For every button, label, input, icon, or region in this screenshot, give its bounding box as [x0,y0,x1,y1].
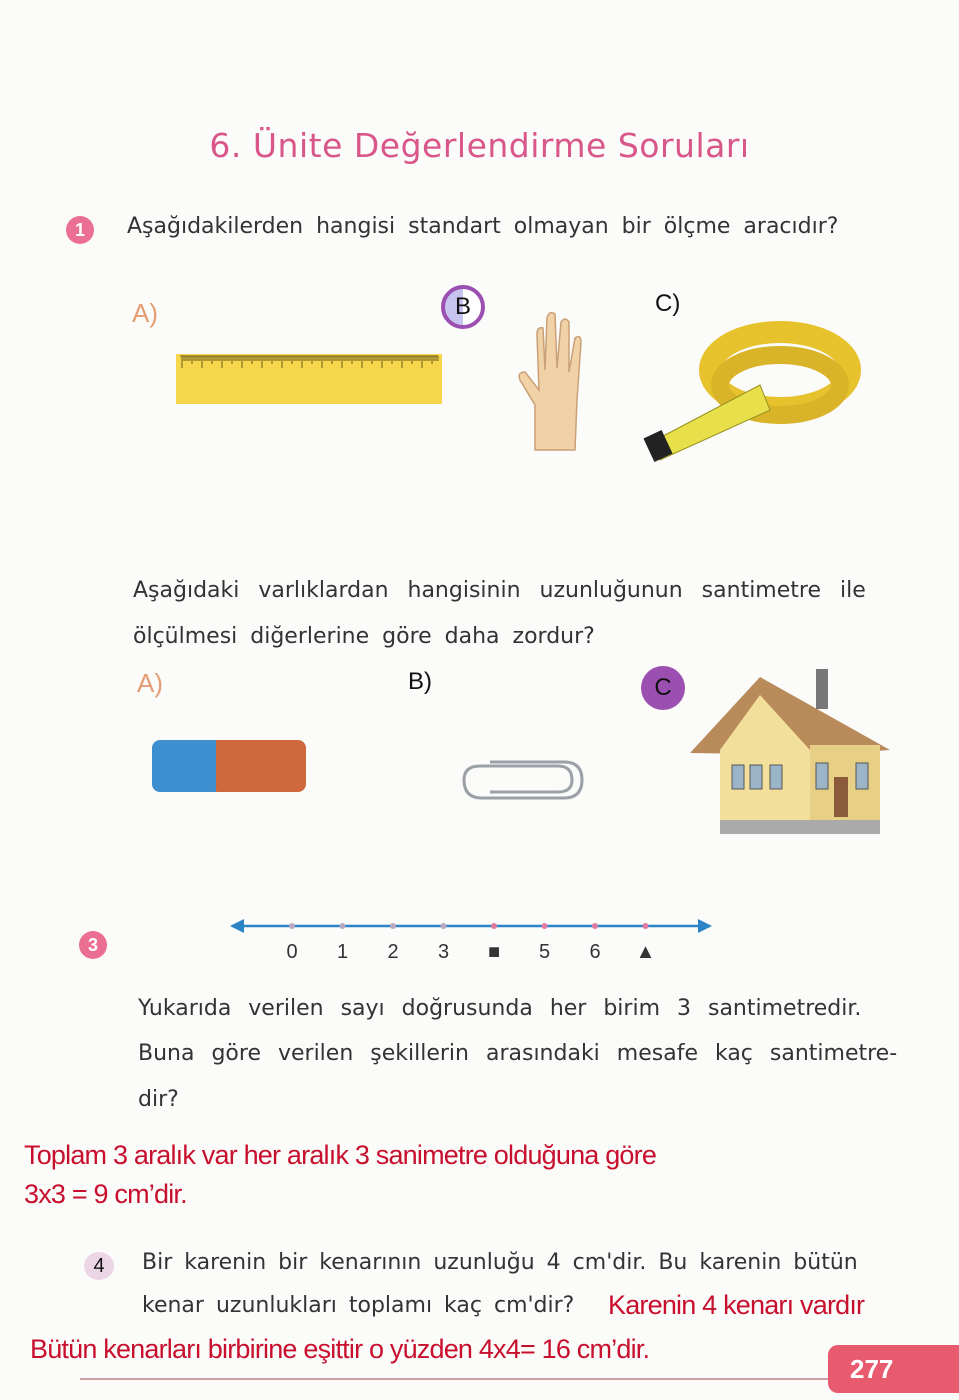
hand-image [515,310,595,452]
question-2-line-2: ölçülmesi diğerlerine göre daha zordur? [133,624,595,649]
question-3-line-1: Yukarıda verilen sayı doğrusunda her birim 3 santimetredir. [138,996,862,1021]
number-line-point [340,923,346,929]
question-4-badge: 4 [84,1252,114,1280]
number-line-point [289,923,295,929]
page-number: 277 [828,1345,959,1393]
ruler-image [176,354,442,404]
question-1-text: Aşağıdakilerden hangisi standart olmayan bir ölçme aracıdır? [127,214,839,239]
number-line-point [542,923,548,929]
question-3-line-2: Buna göre verilen şekillerin arasındaki mesafe kaç santimetre- [138,1041,898,1066]
number-line-point [390,923,396,929]
q1-option-b-selected[interactable] [441,285,485,329]
question-4-answer-line-1: Karenin 4 kenarı vardır [608,1290,865,1320]
question-3-answer-line-2: 3x3 = 9 cm’dir. [24,1179,187,1209]
number-line-label: 0 [286,941,298,963]
number-line-point [491,923,497,929]
number-line-point [441,923,447,929]
q1-option-a-label[interactable]: A) [132,298,158,328]
number-line [228,914,714,938]
eraser-image [150,738,310,796]
number-line-label: 6 [589,941,601,963]
question-4-line-2: kenar uzunlukları toplamı kaç cm'dir? [142,1293,575,1318]
q2-option-c-selected[interactable] [641,666,685,710]
q1-option-c-label[interactable]: C) [655,290,681,317]
number-line-point [643,923,649,929]
q2-option-c-label: C [654,674,672,701]
number-line-label: 3 [437,941,450,963]
question-4-answer-line-2: Bütün kenarları birbirine eşittir o yüzden 4x4= 16 cm’dir. [30,1334,650,1364]
left-arrow-icon [230,919,244,933]
q2-option-b-label[interactable]: B) [408,668,432,695]
paperclip-image [460,758,586,802]
question-2-line-1: Aşağıdaki varlıklardan hangisinin uzunluğunun santimetre ile [133,578,866,603]
number-line-label: ■ [487,941,501,963]
footer-divider [80,1378,830,1380]
number-line-label: ▲ [635,941,656,963]
q2-option-a-label[interactable]: A) [137,668,163,698]
right-arrow-icon [698,919,712,933]
question-3-answer-line-1: Toplam 3 aralık var her aralık 3 sanimetre olduğuna göre [24,1140,657,1170]
number-line-label: 1 [336,941,349,963]
q1-option-b-label: B [454,293,471,320]
page-title: 6. Ünite Değerlendirme Soruları [209,126,750,165]
question-4-line-1: Bir karenin bir kenarının uzunluğu 4 cm'dir. Bu karenin bütün [142,1250,858,1275]
question-3-badge: 3 [79,931,107,959]
number-line-label: 2 [387,941,399,963]
house-image [690,665,890,840]
number-line-point [592,923,598,929]
number-line-label: 5 [538,941,551,963]
tape-measure-image [640,315,862,463]
question-1-badge: 1 [66,216,94,244]
question-3-line-3: dir? [138,1087,179,1112]
